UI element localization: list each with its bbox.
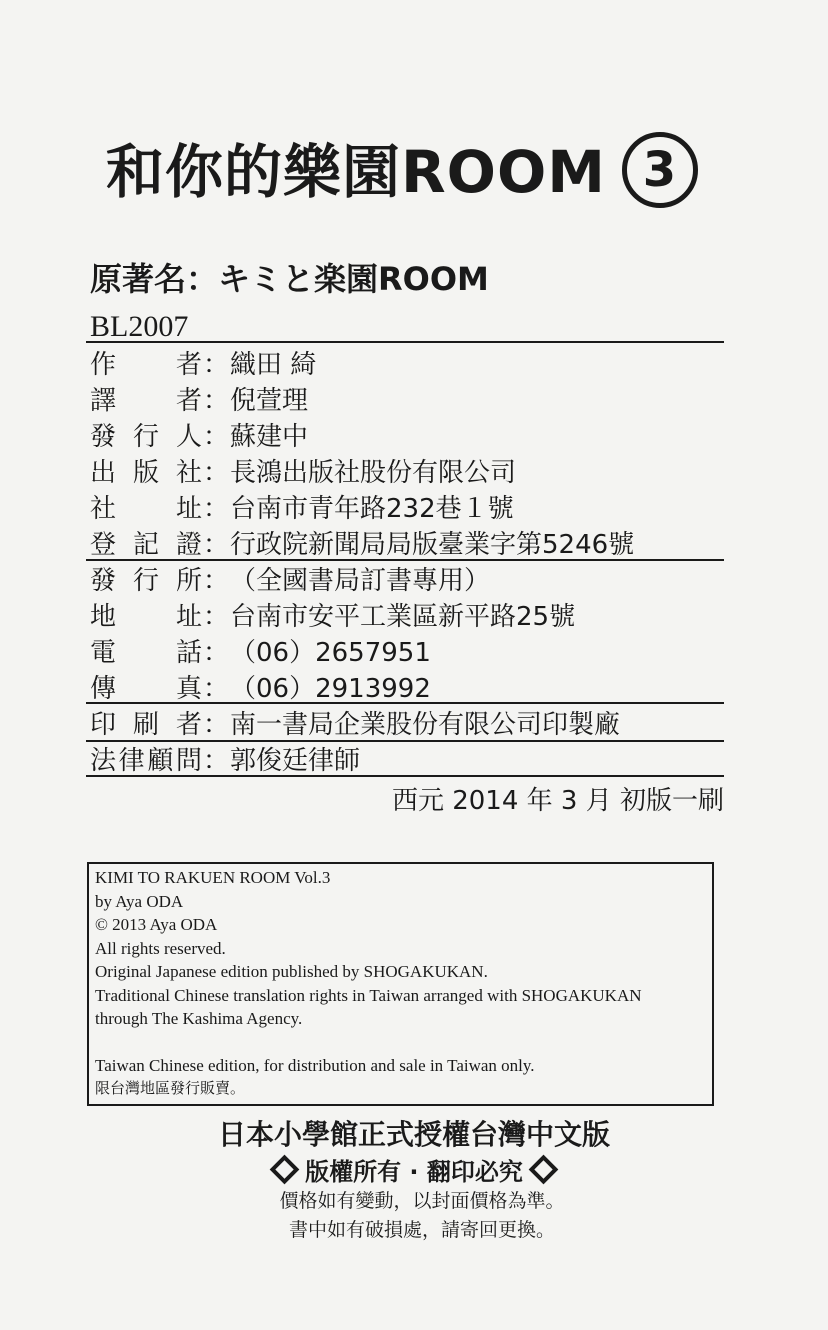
- label-char: 行: [132, 565, 159, 596]
- english-line: through The Kashima Agency.: [95, 1009, 303, 1028]
- label-char: 址: [175, 601, 202, 632]
- distribution-label: [90, 632, 202, 669]
- distribution-value: （06）2913992: [230, 673, 431, 704]
- book-title: [106, 138, 698, 214]
- distribution-row: [90, 560, 490, 596]
- credit-label: [90, 344, 202, 381]
- legal-row: [90, 740, 360, 776]
- distribution-value: （全國書局訂書專用）: [230, 565, 491, 596]
- colon: ：: [202, 745, 229, 776]
- credit-label: [90, 452, 202, 489]
- label-char: 者: [175, 349, 202, 380]
- label-char: 者: [175, 385, 202, 416]
- label-char: 人: [175, 421, 202, 452]
- colon: ：: [202, 637, 229, 668]
- credit-row: [90, 344, 316, 380]
- colon: ：: [202, 457, 229, 488]
- credit-row: [90, 380, 308, 416]
- credit-value: 台南市青年路232巷１號: [230, 493, 514, 524]
- label-char: 登: [90, 529, 117, 560]
- colon: ：: [202, 385, 229, 416]
- colon: ：: [202, 421, 229, 452]
- label-char: 所: [175, 565, 202, 596]
- label-char: 電: [90, 637, 117, 668]
- label-char: 問: [175, 745, 202, 776]
- label-char: 地: [90, 601, 117, 632]
- original-title: 原著名：キミと楽園ROOM: [90, 260, 489, 298]
- distribution-row: [90, 596, 575, 632]
- printer-value: 南一書局企業股份有限公司印製廠: [230, 709, 621, 740]
- label-char: 者: [175, 709, 202, 740]
- credit-value: 蘇建中: [230, 421, 309, 452]
- credit-row: [90, 488, 514, 524]
- colon: ：: [202, 673, 229, 704]
- label-char: 真: [175, 673, 202, 704]
- credit-label: [90, 416, 202, 453]
- authorization-notice: 日本小學館正式授權台灣中文版: [217, 1118, 610, 1151]
- colon: ：: [202, 529, 229, 560]
- distribution-label: [90, 560, 202, 597]
- printer-row: [90, 704, 620, 740]
- label-char: 印: [90, 709, 117, 740]
- credit-value: 長鴻出版社股份有限公司: [230, 457, 517, 488]
- english-lines: [95, 866, 706, 1031]
- label-char: 版: [132, 457, 159, 488]
- credit-row: [90, 524, 634, 560]
- label-char: 顧: [147, 745, 174, 776]
- label-char: 發: [90, 421, 117, 452]
- label-char: 律: [118, 745, 145, 776]
- colon: ：: [202, 601, 229, 632]
- printer-label: [90, 704, 202, 741]
- credit-label: [90, 380, 202, 417]
- credit-row: [90, 416, 308, 452]
- colon: ：: [202, 493, 229, 524]
- label-char: 傳: [90, 673, 117, 704]
- english-rights-box: [87, 862, 714, 1106]
- copyright-notice: [0, 1152, 828, 1187]
- divider: [86, 775, 724, 777]
- credit-value: 織田 綺: [230, 349, 317, 380]
- chinese-note: 限台灣地區發行販賣。: [95, 1079, 246, 1097]
- english-line: © 2013 Aya ODA: [95, 915, 218, 934]
- distribution-value: （06）2657951: [230, 637, 431, 668]
- publication-date: 西元 2014 年 3 月 初版一刷: [391, 786, 724, 816]
- english-line: Original Japanese edition published by SHOGAKUKAN.: [95, 962, 488, 981]
- credit-label: [90, 524, 202, 561]
- english-line: KIMI TO RAKUEN ROOM Vol.3: [95, 868, 331, 887]
- volume-number-badge: 3: [622, 132, 698, 208]
- credit-label: [90, 488, 202, 525]
- english-line: Traditional Chinese translation rights in Taiwan arranged with SHOGAKUKAN: [95, 985, 642, 1005]
- credit-value: 行政院新聞局局版臺業字第5246號: [230, 529, 635, 560]
- credit-value: 倪萱理: [230, 385, 309, 416]
- label-char: 記: [132, 529, 159, 560]
- colon: ：: [202, 709, 229, 740]
- label-char: 出: [90, 457, 117, 488]
- label-char: 證: [175, 529, 202, 560]
- label-char: 社: [90, 493, 117, 524]
- label-char: 社: [175, 457, 202, 488]
- label-char: 作: [90, 349, 117, 380]
- english-line: All rights reserved.: [95, 938, 226, 958]
- distribution-label: [90, 596, 202, 633]
- distribution-label: [90, 668, 202, 705]
- label-char: 址: [175, 493, 202, 524]
- label-char: 法: [90, 745, 117, 776]
- distribution-row: [90, 668, 431, 704]
- colon: ：: [202, 565, 229, 596]
- distribution-note: Taiwan Chinese edition, for distribution and sale in Taiwan only.: [95, 1055, 535, 1075]
- book-title-text: 和你的樂園ROOM: [106, 138, 606, 207]
- price-note: 價格如有變動，以封面價格為準。: [279, 1190, 565, 1212]
- legal-label: [90, 740, 202, 777]
- label-char: 話: [175, 637, 202, 668]
- label-char: 譯: [90, 385, 117, 416]
- copyright-text: 版權所有 · 翻印必究: [305, 1158, 523, 1186]
- legal-value: 郭俊廷律師: [230, 745, 361, 776]
- catalog-code: BL2007: [90, 310, 189, 343]
- label-char: 發: [90, 565, 117, 596]
- distribution-value: 台南市安平工業區新平路25號: [230, 601, 576, 632]
- diamond-bullet-icon: [529, 1155, 559, 1185]
- damage-note: 書中如有破損處，請寄回更換。: [288, 1219, 555, 1241]
- distribution-row: [90, 632, 431, 668]
- label-char: 行: [132, 421, 159, 452]
- colon: ：: [202, 349, 229, 380]
- credit-row: [90, 452, 516, 488]
- diamond-bullet-icon: [270, 1155, 300, 1185]
- english-line: by Aya ODA: [95, 891, 184, 911]
- label-char: 刷: [132, 709, 159, 740]
